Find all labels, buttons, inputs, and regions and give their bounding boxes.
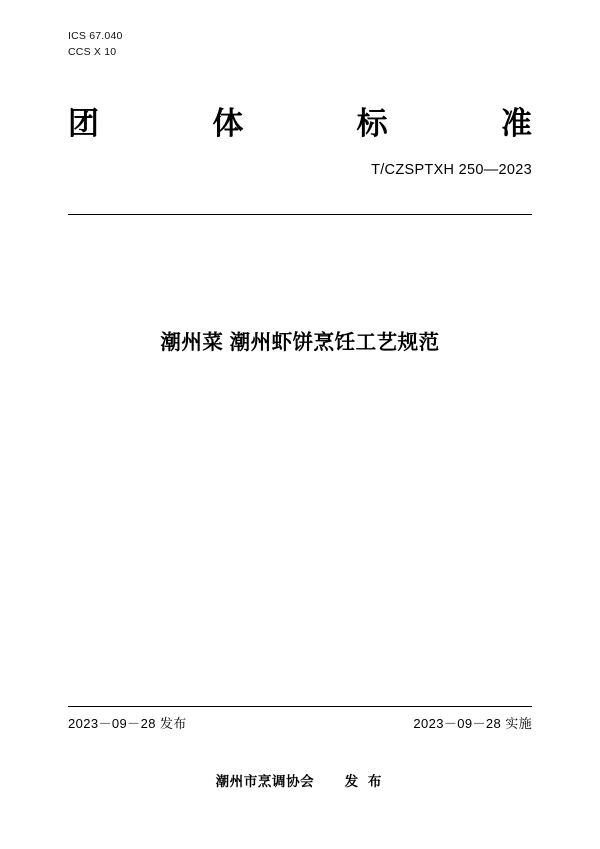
page-title: 潮州菜 潮州虾饼烹饪工艺规范: [160, 331, 440, 354]
effective-date: 2023－09－28 实施: [413, 716, 532, 731]
publisher-label: 发 布: [344, 774, 385, 789]
footer-dates-row: [68, 713, 532, 732]
standard-number: T/CZSPTXH 250—2023: [371, 162, 532, 178]
ics-code: ICS 67.040: [68, 30, 123, 42]
doc-kind-char-4: 准: [500, 106, 532, 141]
doc-kind-char-3: 标: [356, 106, 388, 141]
doc-kind-char-2: 体: [212, 106, 244, 141]
ccs-code: CCS X 10: [68, 46, 117, 59]
ics-classification-block: [68, 28, 123, 61]
issue-date: 2023－09－28 发布: [68, 716, 187, 731]
publisher-line: [68, 770, 532, 790]
publisher-org: 潮州市烹调协会: [215, 774, 315, 789]
doc-kind-char-1: 团: [68, 106, 99, 141]
document-kind-heading: [68, 108, 532, 139]
header-divider: [68, 214, 532, 215]
footer-divider: [68, 706, 532, 707]
